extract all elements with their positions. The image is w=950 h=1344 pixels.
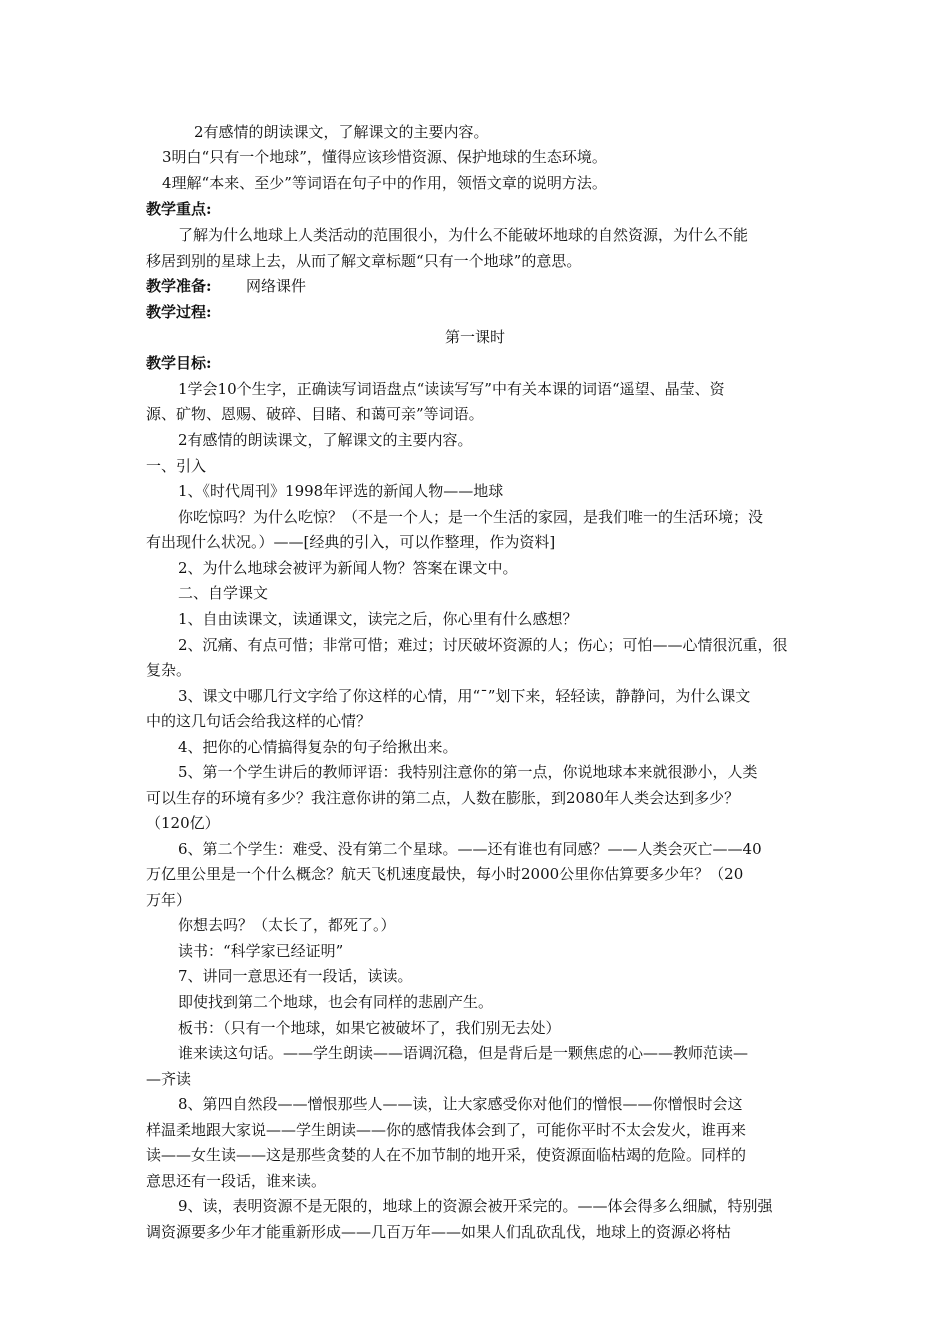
section-heading-process: 教学过程:: [146, 303, 212, 321]
paragraph-line: 1学会10个生字，正确读写词语盘点“读读写写”中有关本课的词语“遥望、晶莹、资: [178, 380, 725, 398]
paragraph-line: 读书：“科学家已经证明”: [178, 942, 344, 960]
paragraph-line: 1、自由读课文，读通课文，读完之后，你心里有什么感想？: [178, 610, 578, 628]
objective-4-text: 4理解“本来、至少”等词语在句子中的作用，领悟文章的说明方法。: [162, 174, 607, 192]
paragraph-line: 了解为什么地球上人类活动的范围很小，为什么不能破坏地球的自然资源，为什么不能: [178, 226, 749, 244]
paragraph-line: 3、课文中哪几行文字给了你这样的心情，用“ˉ”划下来，轻轻读，静静问，为什么课文: [178, 687, 751, 705]
paragraph-line: 可以生存的环境有多少？我注意你讲的第二点，人数在膨胀，到2080年人类会达到多少？: [146, 789, 740, 807]
paragraph-line: 读——女生读——这是那些贪婪的人在不加节制的地开采，使资源面临枯竭的危险。同样的: [146, 1146, 747, 1164]
paragraph-line: 2、为什么地球会被评为新闻人物？答案在课文中。: [178, 559, 518, 577]
paragraph-line: 万亿里公里是一个什么概念？航天飞机速度最快，每小时2000公里你估算要多少年？（20: [146, 865, 744, 883]
section-heading-objectives: 教学目标:: [146, 354, 212, 372]
section-heading-preparation: 教学准备:: [146, 277, 212, 295]
paragraph-line: 你想去吗？（太长了，都死了。）: [178, 916, 396, 934]
paragraph-line: 复杂。: [146, 661, 192, 679]
paragraph-line: （120亿）: [146, 814, 220, 832]
paragraph-line: 有出现什么状况。）——[经典的引入，可以作整理，作为资料]: [146, 533, 556, 551]
paragraph-line: 8、第四自然段——憎恨那些人——读，让大家感受你对他们的憎恨——你憎恨时会这: [178, 1095, 743, 1113]
paragraph-line: —齐读: [146, 1070, 192, 1088]
paragraph-line: 谁来读这句话。——学生朗读——语调沉稳，但是背后是一颗焦虑的心——教师范读—: [178, 1044, 749, 1062]
paragraph-line: 9、读，表明资源不是无限的，地球上的资源会被开采完的。——体会得多么细腻，特别强: [178, 1197, 773, 1215]
lesson-title: 第一课时: [444, 328, 505, 346]
section-heading-intro: 一、引入: [146, 457, 207, 475]
paragraph-line: 调资源要多少年才能重新形成——几百万年——如果人们乱砍乱伐，地球上的资源必将枯: [146, 1223, 732, 1241]
paragraph-line: 2、沉痛、有点可惜；非常可惜；难过；讨厌破坏资源的人；伤心；可怕——心情很沉重，很: [178, 636, 788, 654]
paragraph-line: 即使找到第二个地球，也会有同样的悲剧产生。: [178, 993, 494, 1011]
paragraph-line: 7、讲同一意思还有一段话，读读。: [178, 967, 413, 985]
paragraph-line: 中的这几句话会给我这样的心情？: [146, 712, 372, 730]
section-heading-self-study: 二、自学课文: [178, 584, 269, 602]
paragraph-line: 6、第二个学生：难受、没有第二个星球。——还有谁也有同感？——人类会灭亡——40: [178, 840, 762, 858]
paragraph-line: 万年）: [146, 891, 192, 909]
paragraph-line: 1、《时代周刊》1998年评选的新闻人物——地球: [178, 482, 504, 500]
paragraph-line: 样温柔地跟大家说——学生朗读——你的感情我体会到了，可能你平时不太会发火，谁再来: [146, 1121, 747, 1139]
paragraph-line: 移居到别的星球上去，从而了解文章标题“只有一个地球”的意思。: [146, 252, 582, 270]
paragraph-line: 4、把你的心情搞得复杂的句子给揪出来。: [178, 738, 458, 756]
paragraph-line: 板书：（只有一个地球，如果它被破坏了，我们别无去处）: [178, 1019, 561, 1037]
paragraph-line: 意思还有一段话，谁来读。: [146, 1172, 327, 1190]
objective-2-text: 2有感情的朗读课文，了解课文的主要内容。: [194, 123, 489, 141]
paragraph-line: 2有感情的朗读课文，了解课文的主要内容。: [178, 431, 473, 449]
preparation-value: 网络课件: [246, 277, 307, 295]
objective-3-text: 3明白“只有一个地球”，懂得应该珍惜资源、保护地球的生态环境。: [162, 148, 607, 166]
section-heading-key-points: 教学重点:: [146, 200, 212, 218]
paragraph-line: 源、矿物、恩赐、破碎、目睹、和蔼可亲”等词语。: [146, 405, 484, 423]
paragraph-line: 你吃惊吗？为什么吃惊？（不是一个人；是一个生活的家园，是我们唯一的生活环境；没: [178, 508, 764, 526]
paragraph-line: 5、第一个学生讲后的教师评语：我特别注意你的第一点，你说地球本来就很渺小，人类: [178, 763, 758, 781]
